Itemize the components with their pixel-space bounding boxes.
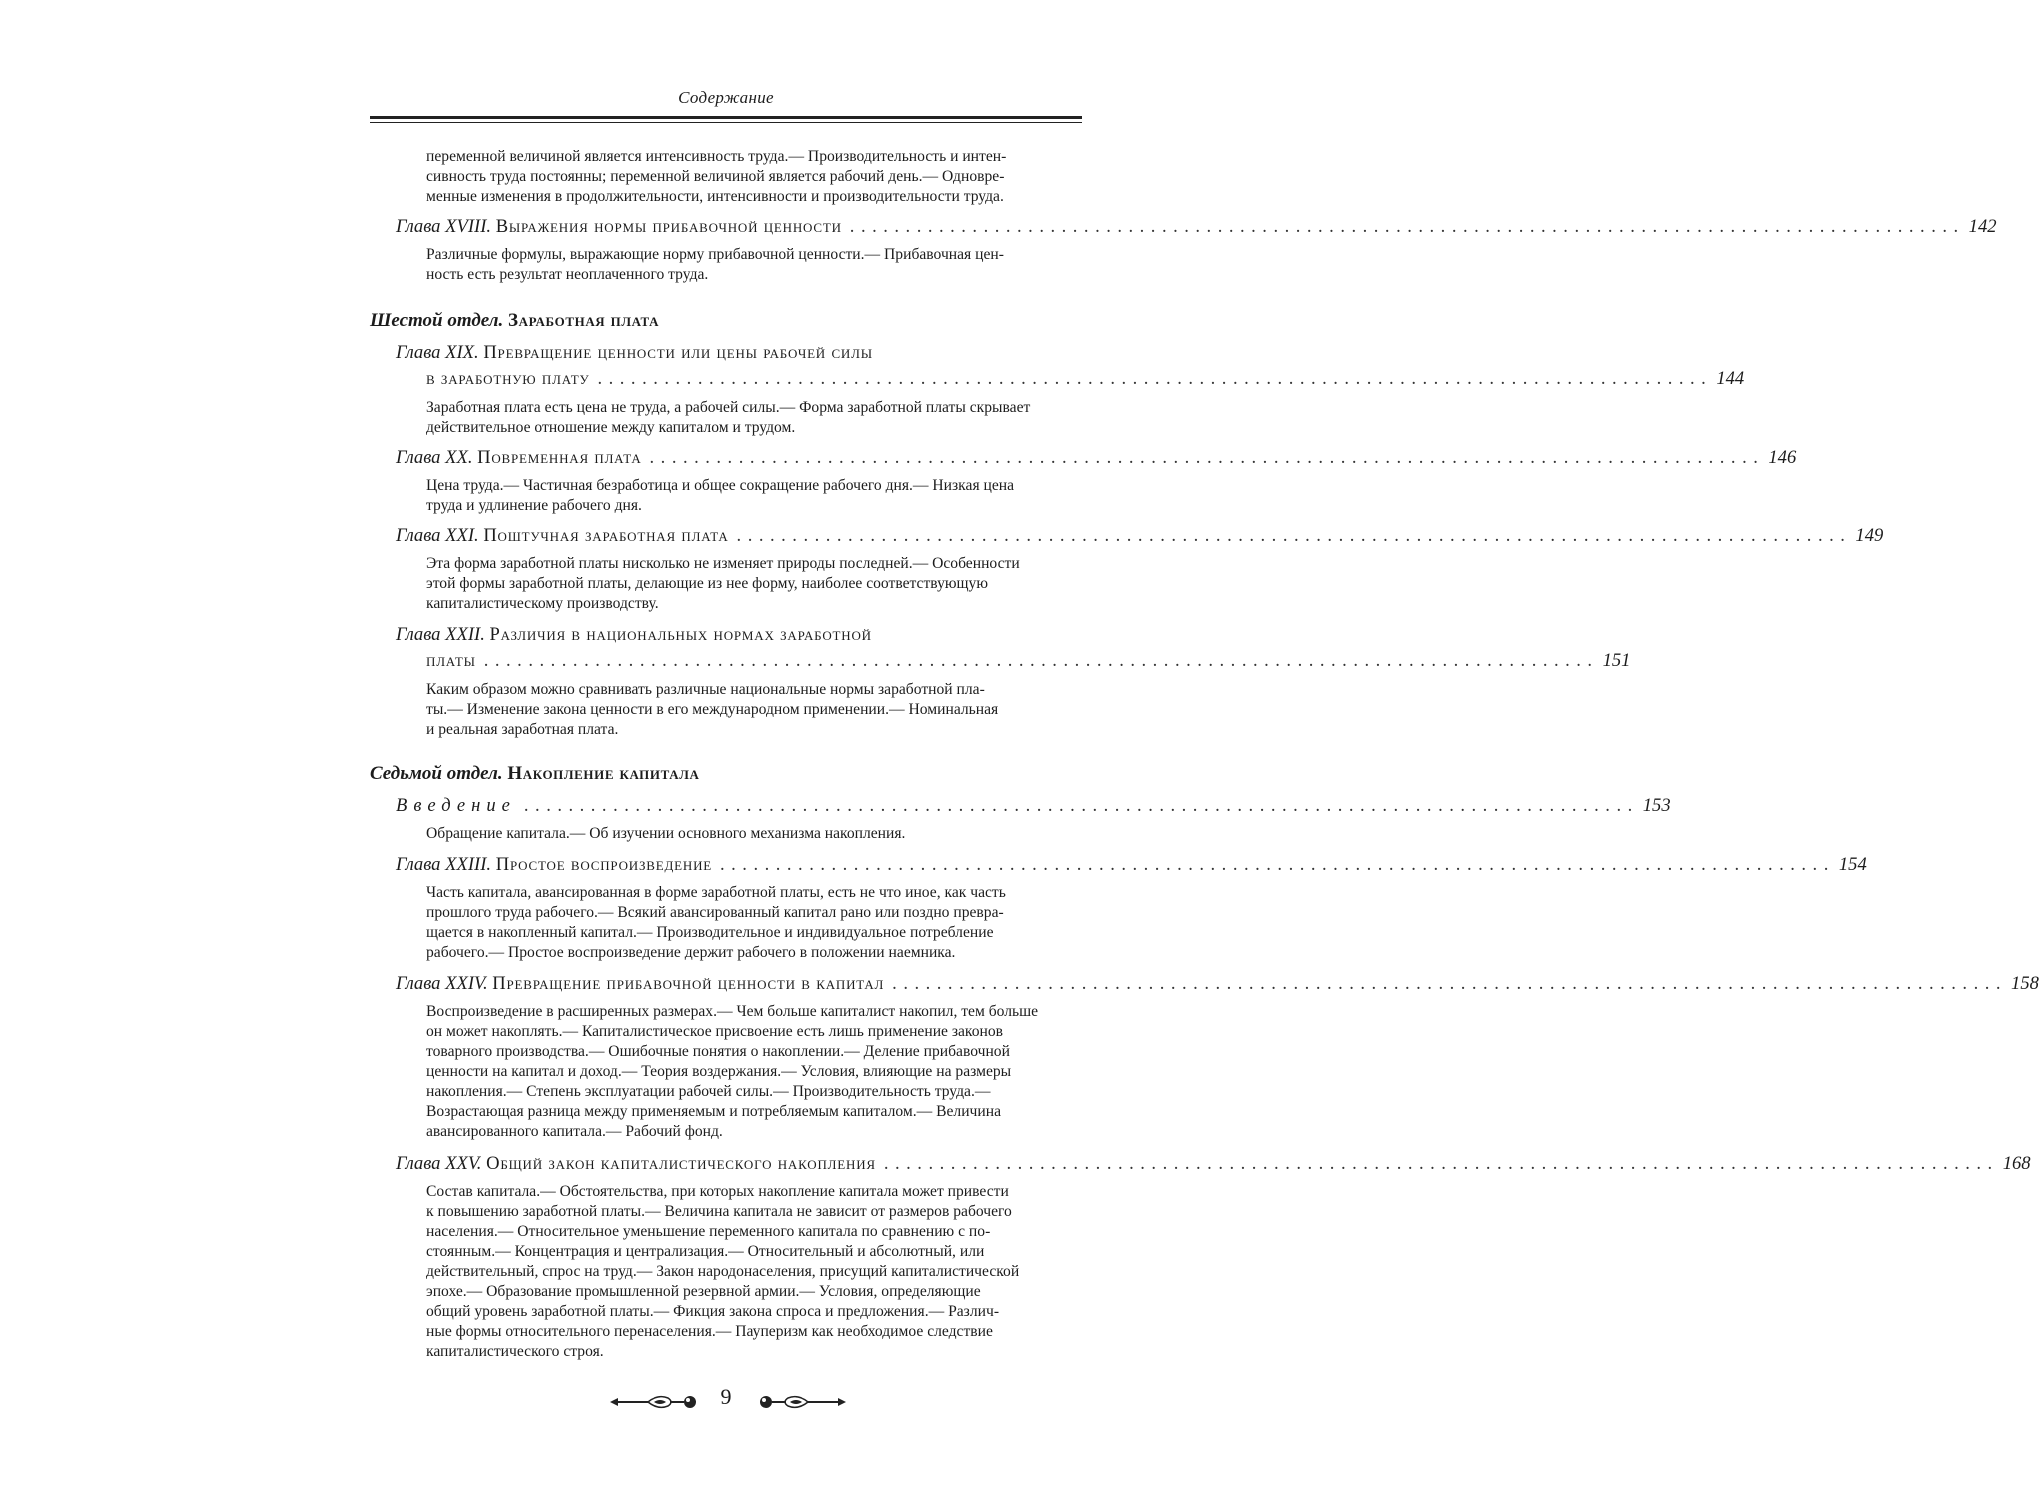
intro-paragraph <box>426 147 1082 207</box>
text-line: щается в накопленный капитал.— Производительное и индивидуальное потребление <box>426 924 994 941</box>
text-line: рабочего.— Простое воспроизведение держит рабочего в положении наемника. <box>426 944 956 961</box>
chapter-prefix: Глава XVIII. <box>396 216 492 237</box>
text-line: Возрастающая разница между применяемым и потребляемым капиталом.— Величина <box>426 1103 1002 1120</box>
chapter-description-ch22 <box>426 680 1082 740</box>
text-line: Различные формулы, выражающие норму прибавочной ценности.— Прибавочная цен- <box>426 246 1004 263</box>
chapter-prefix: Глава XXI. <box>396 525 479 546</box>
text-line: общий уровень заработной платы.— Фикция закона спроса и предложения.— Различ- <box>426 1303 1000 1320</box>
page-number: 149 <box>1855 525 1884 546</box>
header-rule-thin <box>370 122 1082 123</box>
text-line: переменной величиной является интенсивность труда.— Производительность и интен- <box>426 148 1007 165</box>
text-line: сивность труда постоянны; переменной величиной является рабочий день.— Одновре- <box>426 168 1005 185</box>
header-rule-thick <box>370 116 1082 119</box>
page-number: 146 <box>1768 447 1797 468</box>
folio <box>370 1380 1082 1420</box>
chapter-description-ch23 <box>426 883 1082 963</box>
running-head: Содержание <box>678 88 774 107</box>
dot-leader: .................................................................................................... <box>649 447 1765 468</box>
text-line: этой формы заработной платы, делающие из нее форму, наиболее соответствующую <box>426 575 988 592</box>
chapter-prefix: Глава XX. <box>396 447 473 468</box>
text-line: Заработная плата есть цена не труда, а рабочей силы.— Форма заработной платы скрывает <box>426 399 1031 416</box>
dot-leader: .................................................................................................... <box>483 650 1599 671</box>
dot-leader: .................................................................................................... <box>597 368 1713 389</box>
toc-entry-ch19[interactable] <box>396 342 1745 394</box>
chapter-title-line1: Превращение ценности или цены рабочей силы <box>483 342 873 363</box>
text-line: и реальная заработная плата. <box>426 721 619 738</box>
text-line: он может накоплять.— Капиталистическое присвоение есть лишь применение законов <box>426 1023 1004 1040</box>
text-line: товарного производства.— Ошибочные понятия о накоплении.— Деление прибавочной <box>426 1043 1010 1060</box>
page-number: 151 <box>1602 650 1631 671</box>
chapter-title: Выражения нормы прибавочной ценности <box>495 216 842 237</box>
chapter-title: Превращение прибавочной ценности в капитал <box>492 973 885 994</box>
text-line: капиталистическому производству. <box>426 595 659 612</box>
text-line: прошлого труда рабочего.— Всякий авансированный капитал рано или поздно превра- <box>426 904 1004 921</box>
toc-entry-ch22[interactable] <box>396 624 1631 676</box>
chapter-description-introduction <box>426 824 1082 844</box>
chapter-title-line2: платы <box>426 650 476 671</box>
section-title: Заработная плата <box>508 310 660 331</box>
section-heading-6 <box>370 310 659 336</box>
text-line: действительное отношение между капиталом и трудом. <box>426 419 796 436</box>
toc-entry-ch18[interactable] <box>396 216 1997 242</box>
dot-leader: .................................................................................................... <box>720 854 1835 875</box>
text-line: ты.— Изменение закона ценности в его международном применении.— Номинальная <box>426 701 999 718</box>
section-prefix: Шестой отдел. <box>370 310 504 331</box>
right-ornament-icon <box>752 1392 848 1412</box>
text-line: ные формы относительного перенаселения.— Пауперизм как необходимое следствие <box>426 1323 993 1340</box>
chapter-title: Общий закон капиталистического накопления <box>486 1153 876 1174</box>
page-number: 168 <box>2002 1153 2031 1174</box>
chapter-title: Введение <box>396 795 516 816</box>
dot-leader: .................................................................................................... <box>883 1153 1999 1174</box>
chapter-description-ch18 <box>426 245 1082 285</box>
page-folio-number: 9 <box>720 1384 732 1409</box>
page-number: 144 <box>1716 368 1745 389</box>
chapter-prefix: Глава XIX. <box>396 342 479 363</box>
text-line: населения.— Относительное уменьшение переменного капитала по сравнению с по- <box>426 1223 991 1240</box>
chapter-title: Простое воспроизведение <box>495 854 712 875</box>
chapter-prefix: Глава XXIII. <box>396 854 492 875</box>
toc-entry-ch23[interactable] <box>396 854 1867 880</box>
text-line: авансированного капитала.— Рабочий фонд. <box>426 1123 723 1140</box>
toc-entry-ch25[interactable] <box>396 1153 2031 1179</box>
text-line: действительный, спрос на труд.— Закон народонаселения, присущий капиталистической <box>426 1263 1020 1280</box>
dot-leader: .................................................................................................... <box>849 216 1965 237</box>
dot-leader: .................................................................................................... <box>892 973 2008 994</box>
chapter-prefix: Глава XXV. <box>396 1153 482 1174</box>
text-line: труда и удлинение рабочего дня. <box>426 497 642 514</box>
text-line: Воспроизведение в расширенных размерах.— Чем больше капиталист накопил, тем больше <box>426 1003 1039 1020</box>
chapter-description-ch20 <box>426 476 1082 516</box>
text-line: ценности на капитал и доход.— Теория воздержания.— Условия, влияющие на размеры <box>426 1063 1012 1080</box>
page-number: 158 <box>2011 973 2039 994</box>
section-prefix: Седьмой отдел. <box>370 763 503 784</box>
chapter-prefix: Глава XXII. <box>396 624 485 645</box>
text-line: накопления.— Степень эксплуатации рабочей силы.— Производительность труда.— <box>426 1083 991 1100</box>
text-line: Цена труда.— Частичная безработица и общее сокращение рабочего дня.— Низкая цена <box>426 477 1015 494</box>
chapter-description-ch24 <box>426 1002 1082 1142</box>
text-line: капиталистического строя. <box>426 1343 604 1360</box>
text-line: менные изменения в продолжительности, интенсивности и производительности труда. <box>426 188 1004 205</box>
toc-entry-ch24[interactable] <box>396 973 2039 999</box>
text-line: Часть капитала, авансированная в форме заработной платы, есть не что иное, как часть <box>426 884 1006 901</box>
chapter-description-ch19 <box>426 398 1082 438</box>
text-line: к повышению заработной платы.— Величина капитала не зависит от размеров рабочего <box>426 1203 1012 1220</box>
text-line: эпохе.— Образование промышленной резервной армии.— Условия, определяющие <box>426 1283 981 1300</box>
chapter-description-ch21 <box>426 554 1082 614</box>
dot-leader: .................................................................................................... <box>523 795 1639 816</box>
dot-leader: .................................................................................................... <box>736 525 1852 546</box>
chapter-title: Повременная плата <box>477 447 642 468</box>
section-title: Накопление капитала <box>507 763 700 784</box>
page-number: 153 <box>1642 795 1671 816</box>
page-number: 154 <box>1838 854 1867 875</box>
page-number: 142 <box>1968 216 1997 237</box>
text-line: Обращение капитала.— Об изучении основного механизма накопления. <box>426 825 906 842</box>
text-line: Эта форма заработной платы нисколько не изменяет природы последней.— Особенности <box>426 555 1020 572</box>
section-heading-7 <box>370 763 699 789</box>
toc-entry-ch21[interactable] <box>396 525 1884 551</box>
text-line: Каким образом можно сравнивать различные национальные нормы заработной пла- <box>426 681 985 698</box>
toc-entry-introduction[interactable] <box>396 795 1671 821</box>
chapter-prefix: Глава XXIV. <box>396 973 488 994</box>
chapter-title: Поштучная заработная плата <box>483 525 729 546</box>
left-ornament-icon <box>608 1392 704 1412</box>
chapter-title-line2: в заработную плату <box>426 368 590 389</box>
chapter-title-line1: Различия в национальных нормах заработной <box>489 624 872 645</box>
toc-entry-ch20[interactable] <box>396 447 1797 473</box>
chapter-description-ch25 <box>426 1182 1082 1362</box>
text-line: стоянным.— Концентрация и централизация.— Относительный и абсолютный, или <box>426 1243 985 1260</box>
text-line: ность есть результат неоплаченного труда. <box>426 266 709 283</box>
text-line: Состав капитала.— Обстоятельства, при которых накопление капитала может привести <box>426 1183 1009 1200</box>
